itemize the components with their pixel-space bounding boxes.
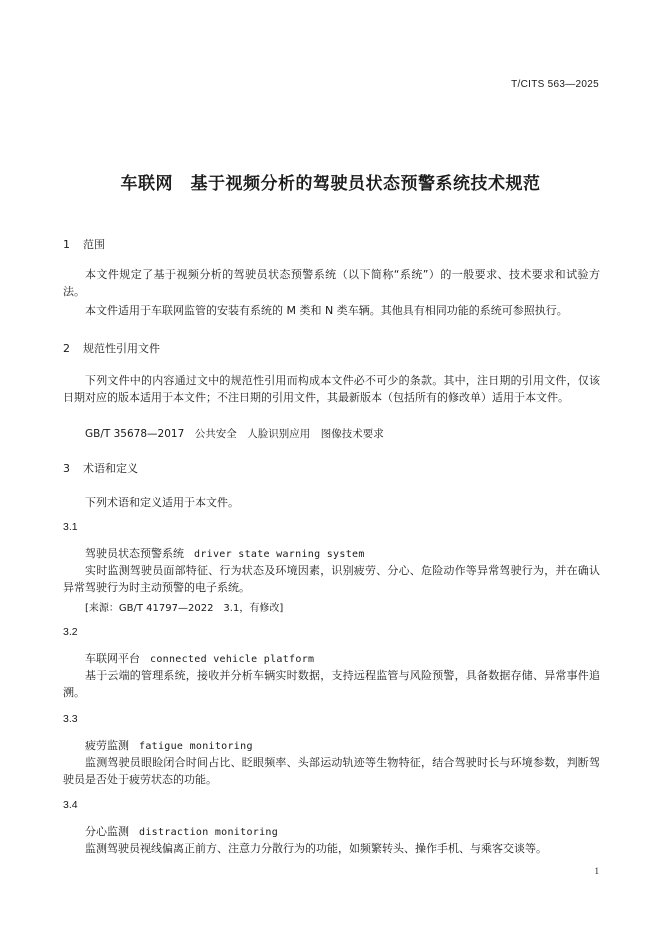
section-title: 规范性引用文件: [83, 342, 160, 355]
term-zh: 疲劳监测: [85, 739, 129, 752]
term-entry: [85, 823, 278, 839]
term-zh: 分心监测: [85, 825, 129, 838]
section-number: 2: [63, 342, 70, 355]
term-en: connected vehicle platform: [150, 654, 315, 665]
section-number: 1: [63, 238, 70, 251]
section-number: 3: [63, 462, 70, 475]
section-heading-terms-definitions: [63, 460, 138, 476]
term-en: distraction monitoring: [139, 827, 279, 838]
term-en: driver state warning system: [194, 549, 365, 560]
term-number: 3.3: [63, 713, 78, 725]
term-en: fatigue monitoring: [139, 741, 253, 752]
term-entry: [85, 737, 253, 753]
section-title: 术语和定义: [83, 462, 138, 475]
term-zh: 车联网平台: [85, 652, 140, 665]
term-definition: 监测驾驶员眼睑闭合时间占比、眨眼频率、头部运动轨迹等生物特征，结合驾驶时长与环境参数，判断驾驶员是否处于疲劳状态的功能。: [63, 756, 600, 786]
paragraph: 下列文件中的内容通过文中的规范性引用而构成本文件必不可少的条款。其中，注日期的引用文件，仅该日期对应的版本适用于本文件；不注日期的引用文件，其最新版本（包括所有的修改单）适用于本文件。: [63, 374, 600, 404]
page-title: 车联网 基于视频分析的驾驶员状态预警系统技术规范: [120, 174, 541, 194]
paragraph: 本文件规定了基于视频分析的驾驶员状态预警系统（以下简称“系统”）的一般要求、技术要求和试验方法。: [63, 268, 600, 298]
term-number: 3.2: [63, 626, 78, 638]
page-number: 1: [594, 866, 599, 876]
term-definition: 监测驾驶员视线偏离正前方、注意力分散行为的功能，如频繁转头、操作手机、与乘客交谈等。: [85, 842, 547, 855]
term-definition: 基于云端的管理系统，接收并分析车辆实时数据，支持远程监管与风险预警，具备数据存储、异常事件追溯。: [63, 669, 600, 699]
term-number: 3.4: [63, 799, 78, 811]
section-title: 范围: [83, 238, 105, 251]
term-entry: [85, 650, 314, 666]
paragraph: 本文件适用于车联网监管的安装有系统的 M 类和 N 类车辆。其他具有相同功能的系统可参照执行。: [85, 304, 568, 317]
section-heading-normative-references: [63, 340, 160, 356]
section-heading-scope: [63, 236, 105, 252]
term-zh: 驾驶员状态预警系统: [85, 547, 184, 560]
term-entry: [85, 545, 365, 561]
term-number: 3.1: [63, 521, 78, 533]
document-number: T/CITS 563—2025: [511, 79, 599, 90]
term-source: [来源：GB/T 41797—2022 3.1，有修改]: [85, 603, 284, 614]
paragraph: 下列术语和定义适用于本文件。: [85, 496, 239, 509]
term-definition: 实时监测驾驶员面部特征、行为状态及环境因素，识别疲劳、分心、危险动作等异常驾驶行为，并在确认异常驾驶行为时主动预警的电子系统。: [63, 564, 600, 594]
reference-item: GB/T 35678—2017 公共安全 人脸识别应用 图像技术要求: [85, 428, 384, 440]
